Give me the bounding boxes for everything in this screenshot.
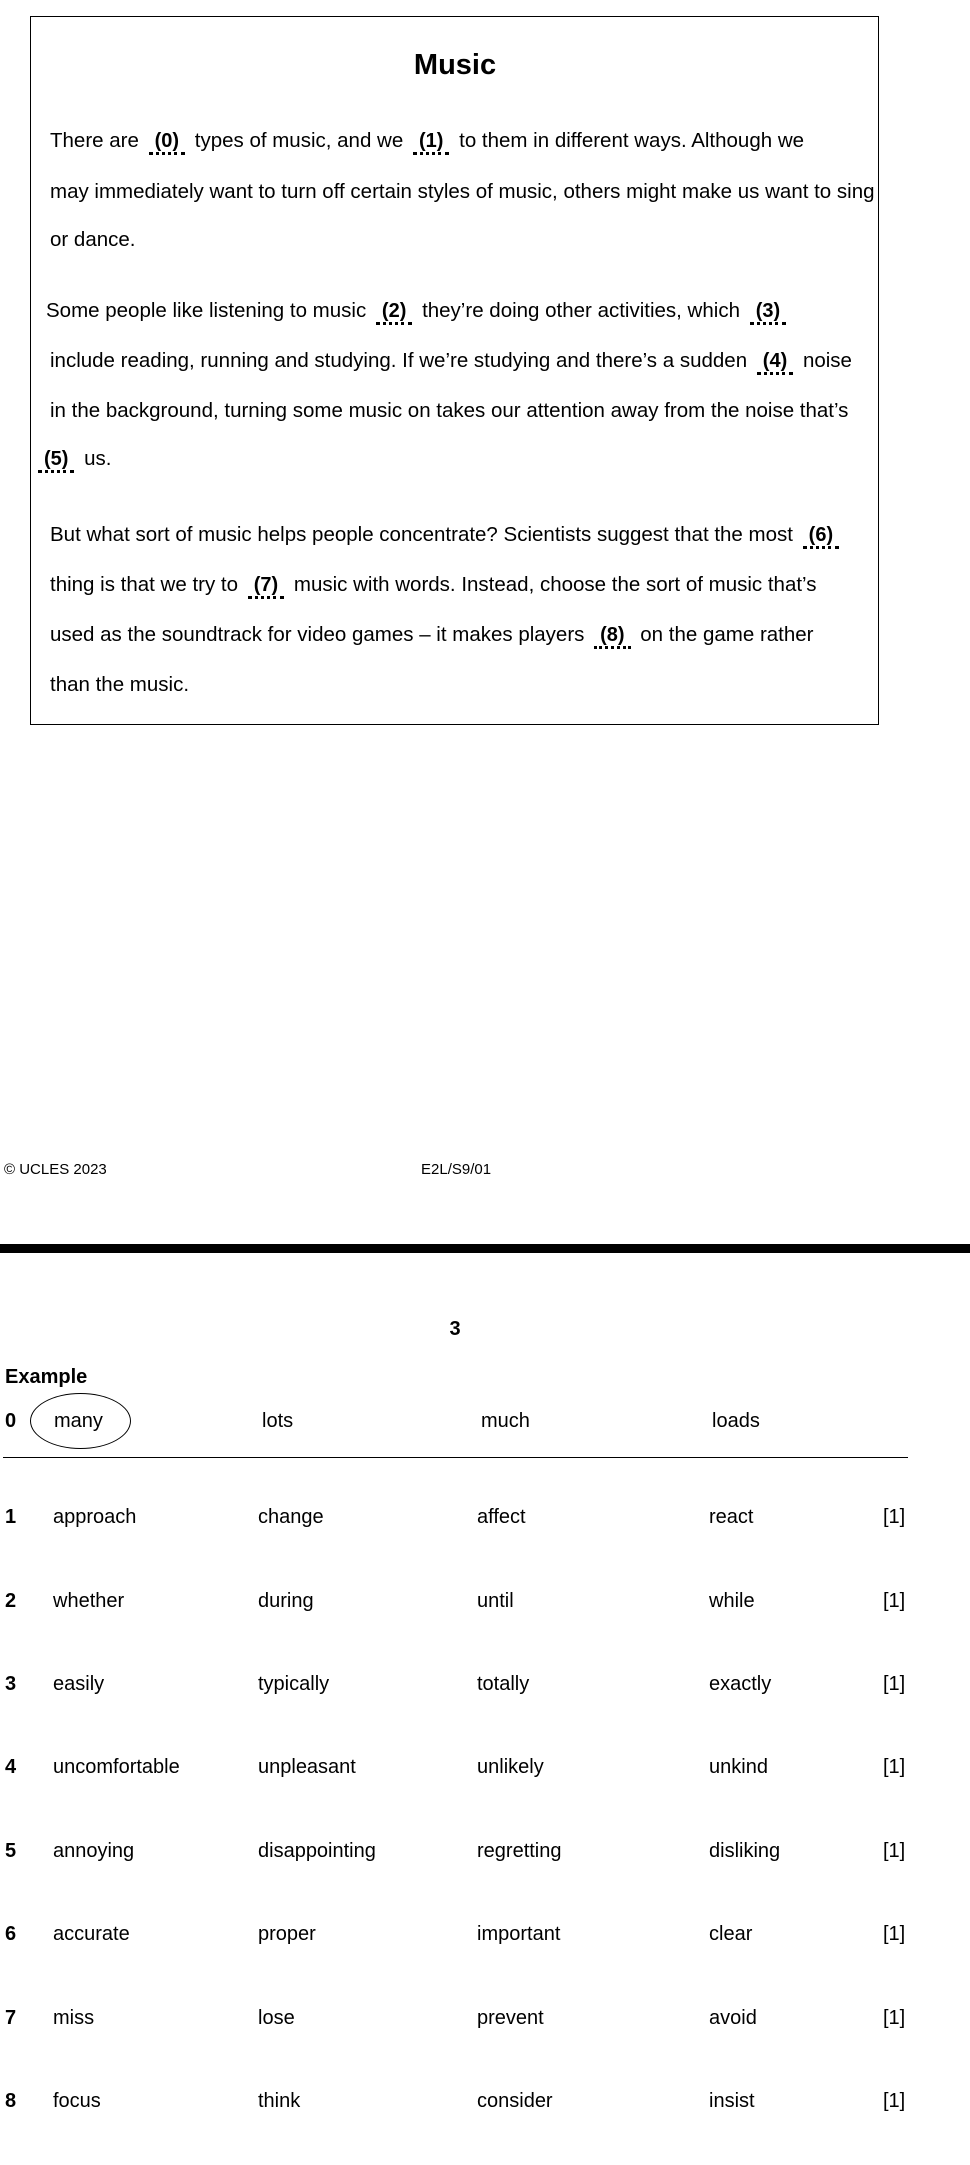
- option-b: during: [258, 1590, 314, 1612]
- option-b: lose: [258, 2007, 295, 2029]
- option-d: avoid: [709, 2007, 757, 2029]
- page-divider: [0, 1244, 970, 1253]
- mark-allocation: [1]: [883, 1756, 906, 1778]
- option-d: disliking: [709, 1840, 781, 1862]
- mark-allocation: [1]: [883, 1840, 906, 1862]
- passage-line: thing is that we try to (7) music with words. Instead, choose the sort of music that’s: [50, 573, 816, 599]
- option-a: approach: [53, 1506, 137, 1528]
- example-option-a: many: [54, 1410, 103, 1432]
- mark-allocation: [1]: [883, 1673, 906, 1695]
- passage-line: may immediately want to turn off certain styles of music, others might make us want to sing: [50, 180, 875, 203]
- page-number: 3: [449, 1318, 461, 1340]
- question-number: 5: [5, 1840, 17, 1862]
- gap-3: (3): [750, 301, 786, 325]
- passage-line: than the music.: [50, 673, 190, 696]
- example-heading: Example: [5, 1366, 88, 1388]
- gap-2: (2): [376, 301, 412, 325]
- passage-line: used as the soundtrack for video games – it makes players (8) on the game rather: [50, 623, 814, 649]
- mark-allocation: [1]: [883, 1506, 906, 1528]
- example-option-d: loads: [712, 1410, 760, 1432]
- option-a: focus: [53, 2090, 101, 2112]
- gap-5: (5): [38, 449, 74, 473]
- example-number: 0: [5, 1410, 17, 1432]
- passage-line: in the background, turning some music on takes our attention away from the noise that’s: [50, 399, 849, 422]
- example-option-c: much: [481, 1410, 530, 1432]
- paper-code-footer: E2L/S9/01: [421, 1161, 492, 1178]
- option-c: prevent: [477, 2007, 544, 2029]
- option-c: unlikely: [477, 1756, 544, 1778]
- option-c: until: [477, 1590, 514, 1612]
- question-number: 4: [5, 1756, 17, 1778]
- option-b: think: [258, 2090, 301, 2112]
- gap-7: (7): [248, 575, 284, 599]
- option-b: unpleasant: [258, 1756, 356, 1778]
- passage-line: But what sort of music helps people concentrate? Scientists suggest that the most (6): [50, 523, 843, 549]
- passage-line: (5) us.: [38, 447, 112, 473]
- mark-allocation: [1]: [883, 1923, 906, 1945]
- option-b: change: [258, 1506, 324, 1528]
- passage-line: There are (0) types of music, and we (1) to them in different ways. Although we: [50, 129, 804, 155]
- option-b: typically: [258, 1673, 330, 1695]
- option-c: regretting: [477, 1840, 562, 1862]
- option-c: important: [477, 1923, 561, 1945]
- option-d: react: [709, 1506, 754, 1528]
- option-c: consider: [477, 2090, 553, 2112]
- option-a: accurate: [53, 1923, 130, 1945]
- option-a: easily: [53, 1673, 105, 1695]
- passage-title: Music: [413, 49, 497, 81]
- question-number: 6: [5, 1923, 17, 1945]
- mark-allocation: [1]: [883, 1590, 906, 1612]
- option-a: annoying: [53, 1840, 135, 1862]
- option-d: insist: [709, 2090, 755, 2112]
- gap-8: (8): [594, 625, 630, 649]
- gap-1: (1): [413, 131, 449, 155]
- gap-4: (4): [757, 351, 793, 375]
- example-separator: [3, 1457, 908, 1458]
- option-b: disappointing: [258, 1840, 376, 1862]
- option-c: affect: [477, 1506, 526, 1528]
- question-number: 1: [5, 1506, 17, 1528]
- question-number: 8: [5, 2090, 17, 2112]
- gap-0: (0): [149, 131, 185, 155]
- question-number: 7: [5, 2007, 17, 2029]
- mark-allocation: [1]: [883, 2007, 906, 2029]
- copyright-footer: © UCLES 2023: [4, 1161, 107, 1178]
- option-b: proper: [258, 1923, 316, 1945]
- option-d: clear: [709, 1923, 753, 1945]
- option-d: while: [709, 1590, 755, 1612]
- question-number: 2: [5, 1590, 17, 1612]
- option-a: uncomfortable: [53, 1756, 180, 1778]
- option-d: exactly: [709, 1673, 772, 1695]
- option-c: totally: [477, 1673, 530, 1695]
- option-a: whether: [53, 1590, 125, 1612]
- passage-line: or dance.: [50, 228, 136, 251]
- example-option-b: lots: [262, 1410, 294, 1432]
- passage-line: Some people like listening to music (2) they’re doing other activities, which (3): [46, 299, 790, 325]
- option-d: unkind: [709, 1756, 768, 1778]
- mark-allocation: [1]: [883, 2090, 906, 2112]
- gap-6: (6): [803, 525, 839, 549]
- question-number: 3: [5, 1673, 17, 1695]
- option-a: miss: [53, 2007, 95, 2029]
- passage-line: include reading, running and studying. If we’re studying and there’s a sudden (4) noise: [50, 349, 852, 375]
